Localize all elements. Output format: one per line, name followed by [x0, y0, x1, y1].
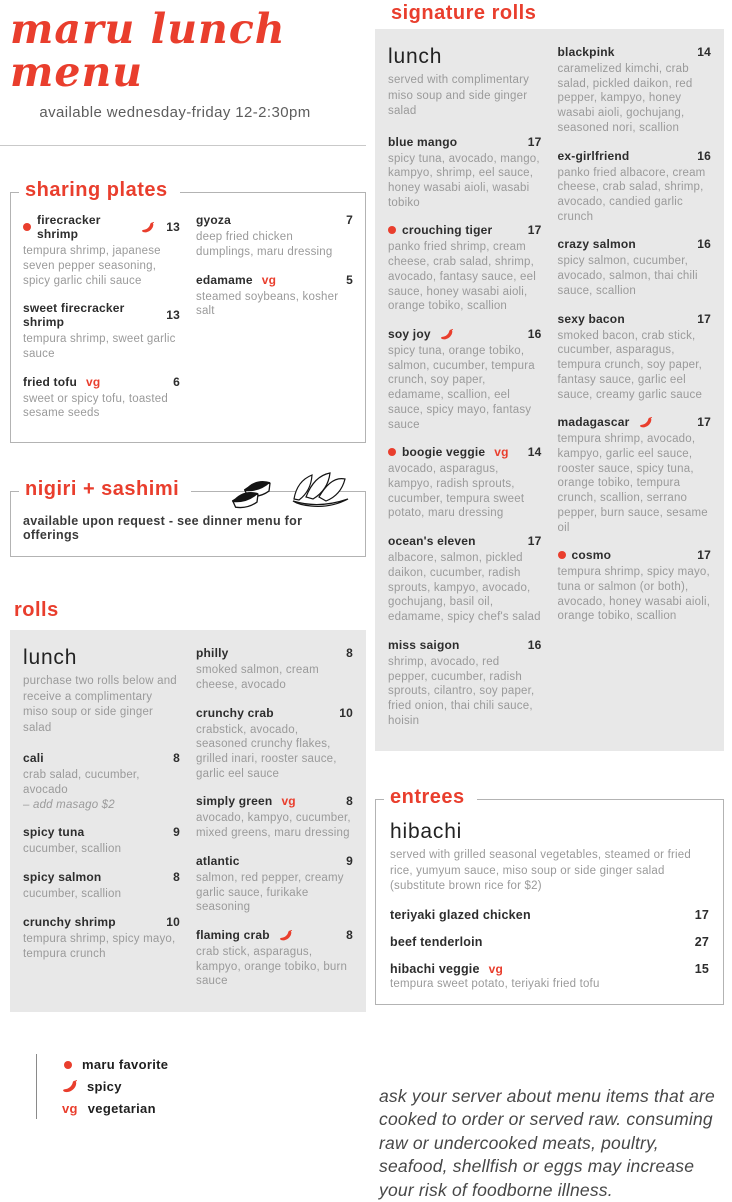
sushi-icons [223, 468, 353, 510]
sharing-plates-col2 [196, 213, 353, 434]
item-description: tempura shrimp, sweet garlic sauce [23, 333, 176, 360]
spicy-pepper-icon [62, 1080, 77, 1093]
menu-item [196, 273, 353, 319]
item-name: crazy salmon [557, 237, 636, 252]
section-entrees [375, 786, 724, 1005]
menu-item [196, 928, 353, 989]
item-price: 16 [527, 637, 542, 652]
menu-item [23, 301, 180, 361]
item-description: tempura shrimp, japanese seven pepper seasoning, spicy garlic chili sauce [23, 245, 161, 287]
signature-col1 [388, 45, 542, 741]
item-price: 17 [697, 311, 711, 326]
item-name: beef tenderloin [390, 934, 483, 949]
sashimi-slices-icon [289, 468, 353, 510]
item-price: 16 [697, 148, 711, 163]
menu-item [388, 445, 542, 521]
item-name: cali [23, 751, 44, 766]
item-description: deep fried chicken dumplings, maru dressing [196, 231, 333, 258]
legend-spicy-label: spicy [87, 1079, 122, 1095]
item-price: 9 [173, 825, 180, 840]
item-name: fried tofu [23, 374, 77, 389]
item-name: spicy tuna [23, 825, 85, 840]
menu-item [23, 870, 180, 902]
item-price: 10 [339, 705, 353, 720]
item-price: 8 [346, 928, 353, 943]
item-description: cucumber, scallion [23, 888, 122, 901]
legend-favorite [64, 1057, 366, 1072]
signature-lunch-heading: lunch [388, 45, 443, 68]
item-name: crunchy crab [196, 705, 274, 720]
item-price: 6 [173, 374, 180, 389]
item-description: crabstick, avocado, seasoned crunchy flakes, grilled inari, rooster sauce, garlic eel sauce [196, 723, 337, 780]
menu-item [23, 825, 180, 857]
item-name: cosmo [571, 548, 612, 563]
item-price: 17 [697, 415, 711, 430]
rolls-col1 [23, 646, 180, 1002]
maru-favorite-dot-icon [23, 223, 31, 231]
menu-item [558, 415, 712, 535]
section-nigiri-sashimi [10, 478, 366, 557]
maru-favorite-dot-icon [388, 448, 396, 456]
item-description: spicy salmon, cucumber, avocado, salmon, thai chili sauce, scallion [557, 255, 698, 297]
item-description: smoked salmon, cream cheese, avocado [196, 664, 319, 691]
item-name: miss saigon [388, 637, 460, 652]
menu-item [196, 794, 353, 840]
vegetarian-badge: vg [494, 445, 509, 460]
item-price: 16 [697, 237, 711, 252]
item-name: sexy bacon [557, 311, 625, 326]
item-description: smoked bacon, crab stick, cucumber, asparagus, tempura crunch, soy paper, fantasy sauce, garlic eel sauce, creamy garlic sauce [557, 329, 703, 401]
item-price: 27 [694, 934, 709, 949]
item-name: atlantic [196, 853, 240, 868]
item-price: 13 [166, 220, 180, 235]
vegetarian-badge: vg [261, 272, 277, 287]
item-price: 13 [166, 308, 180, 323]
hibachi-heading: hibachi [390, 820, 463, 844]
nigiri-availability-note: available upon request - see dinner menu for offerings [23, 514, 303, 543]
menu-item [388, 534, 542, 625]
item-name: madagascar [557, 415, 630, 430]
item-name: soy joy [388, 327, 431, 342]
menu-item [23, 915, 180, 961]
item-description: panko fried albacore, cream cheese, crab salad, shrimp, avocado, candied garlic crunch [557, 166, 706, 223]
spicy-pepper-icon [440, 329, 453, 340]
signature-rolls-columns [388, 45, 711, 741]
availability-subtitle: available wednesday-friday 12-2:30pm [39, 104, 311, 122]
page-title: maru lunch menu [10, 5, 286, 97]
vegetarian-badge: vg [86, 374, 101, 389]
rolls-lunch-heading: lunch [23, 646, 78, 670]
item-name: blackpink [557, 45, 615, 59]
legend-spicy [64, 1079, 366, 1094]
item-description: tempura shrimp, avocado, kampyo, garlic eel sauce, rooster sauce, spicy tuna, orange tobiko, tempura crunch, scallion, serrano pepper, burn sauce, sesame oil [557, 433, 708, 534]
item-price: 5 [346, 272, 353, 287]
item-name: crouching tiger [402, 223, 493, 238]
item-name: simply green [196, 794, 273, 809]
signature-lunch-intro: served with complimentary miso soup and side ginger salad [388, 74, 530, 118]
item-name: ex-girlfriend [557, 148, 630, 163]
legend [36, 1054, 366, 1119]
item-price: 17 [694, 907, 709, 922]
spicy-pepper-icon [141, 222, 154, 233]
maru-favorite-dot-icon [558, 551, 566, 559]
item-name: edamame [196, 272, 253, 287]
legend-vegetarian [64, 1101, 366, 1116]
item-price: 8 [173, 751, 180, 766]
menu-item [390, 962, 709, 990]
item-price: 17 [527, 534, 542, 549]
item-name: ocean's eleven [388, 534, 476, 549]
item-description: caramelized kimchi, crab salad, pickled daikon, red pepper, kampyo, honey wasabi aioli, gochujang, seasoned nori, scallion [557, 63, 693, 134]
menu-item [390, 908, 709, 922]
signature-col2 [558, 45, 712, 741]
menu-item [196, 213, 353, 259]
sharing-plates-col1 [23, 213, 180, 434]
signature-rolls-title: signature rolls [391, 2, 537, 24]
item-name: sweet firecracker shrimp [23, 301, 125, 330]
item-price: 9 [346, 853, 353, 868]
maru-favorite-dot-icon [64, 1061, 72, 1069]
rolls-columns [23, 646, 353, 1002]
item-price: 7 [346, 213, 353, 228]
menu-item [558, 149, 712, 225]
menu-item [558, 548, 712, 624]
item-price: 14 [697, 45, 711, 59]
item-description: albacore, salmon, pickled daikon, cucumber, radish sprouts, kampyo, avocado, gochujang, basil oil, edamame, spicy chef's salad [388, 552, 541, 624]
item-price: 8 [346, 794, 353, 809]
legend-favorite-label: maru favorite [82, 1057, 169, 1073]
nigiri-sashimi-title: nigiri + sashimi [19, 478, 191, 501]
vegetarian-badge: vg [281, 794, 296, 809]
right-column [375, 0, 724, 1202]
item-price: 17 [527, 134, 542, 149]
menu-item [196, 854, 353, 915]
item-price: 15 [694, 961, 709, 976]
menu-item [388, 223, 542, 314]
item-description: shrimp, avocado, red pepper, cucumber, radish sprouts, cilantro, soy paper, fried onion, thai chili sauce, hoisin [388, 655, 535, 727]
item-price: 10 [166, 914, 180, 929]
menu-item [196, 646, 353, 692]
maru-favorite-dot-icon [388, 226, 396, 234]
item-price: 16 [527, 327, 542, 342]
menu-item [196, 706, 353, 782]
raw-food-disclaimer: ask your server about menu items that are cooked to order or served raw. consuming raw or undercooked meats, poultry, seafood, shellfish or eggs may increase your risk of foodborne illness. [379, 1085, 715, 1200]
item-description: avocado, kampyo, cucumber, mixed greens, maru dressing [196, 812, 351, 840]
item-description: spicy tuna, orange tobiko, salmon, cucumber, tempura crunch, soy paper, edamame, scallion, eel sauce, spicy mayo, fantasy sauce [388, 345, 535, 431]
menu-item [388, 135, 542, 211]
item-name: blue mango [388, 134, 458, 149]
item-name: firecracker shrimp [37, 213, 101, 242]
item-description: spicy tuna, avocado, mango, kampyo, shrimp, eel sauce, honey wasabi aioli, wasabi tobiko [388, 152, 540, 209]
item-description: tempura sweet potato, teriyaki fried tofu [390, 977, 600, 990]
item-note: – add masago $2 [23, 798, 115, 811]
entrees-title: entrees [384, 786, 477, 809]
item-name: crunchy shrimp [23, 914, 116, 929]
menu-item [558, 312, 712, 403]
item-description: steamed soybeans, kosher salt [196, 290, 339, 318]
item-description: crab salad, cucumber, avocado [23, 769, 140, 796]
vegetarian-badge: vg [488, 961, 504, 976]
item-name: spicy salmon [23, 870, 102, 885]
menu-item [388, 327, 542, 432]
item-name: flaming crab [196, 928, 270, 943]
item-name: hibachi veggie [390, 961, 480, 976]
section-sharing-plates [10, 179, 366, 443]
rolls-lunch-intro: purchase two rolls below and receive a complimentary miso soup or side ginger salad [23, 675, 177, 734]
menu-item [23, 213, 180, 288]
menu-item [388, 638, 542, 729]
item-name: teriyaki glazed chicken [390, 907, 531, 922]
nigiri-sushi-icon [223, 472, 279, 510]
spicy-pepper-icon [639, 417, 652, 428]
sharing-plates-title: sharing plates [19, 179, 180, 202]
section-rolls [10, 630, 366, 1012]
sharing-plates-columns [23, 213, 353, 434]
legend-vegetarian-label: vegetarian [87, 1101, 156, 1117]
item-description: avocado, asparagus, kampyo, radish sprouts, cucumber, tempura sweet potato, maru dressing [388, 463, 525, 520]
item-name: boogie veggie [402, 445, 486, 460]
item-description: panko fried shrimp, cream cheese, crab salad, shrimp, avocado, fantasy sauce, eel sauce, honey wasabi aioli, orange tobiko, scallion [388, 241, 536, 313]
divider-line [0, 145, 366, 146]
vegetarian-badge: vg [62, 1101, 78, 1117]
item-description: cucumber, scallion [23, 843, 122, 856]
rolls-col2 [196, 646, 353, 1002]
rolls-title: rolls [14, 599, 59, 622]
item-description: salmon, red pepper, creamy garlic sauce, furikake seasoning [196, 871, 344, 914]
menu-item [23, 751, 180, 812]
spicy-pepper-icon [279, 930, 292, 941]
item-price: 14 [527, 445, 542, 460]
menu-item [558, 45, 712, 136]
item-price: 17 [697, 548, 711, 563]
item-description: sweet or spicy tofu, toasted sesame seeds [23, 392, 168, 420]
item-name: philly [196, 646, 229, 661]
item-name: gyoza [196, 213, 232, 228]
item-description: tempura shrimp, spicy mayo, tuna or salmon (or both), avocado, honey wasabi aioli, orange tobiko, scallion [557, 566, 711, 623]
item-description: crab stick, asparagus, kampyo, orange tobiko, burn sauce [196, 946, 348, 988]
menu-item [558, 237, 712, 298]
hibachi-intro: served with grilled seasonal vegetables, steamed or fried rice, yumyum sauce, miso soup or side ginger salad (substitute brown rice for $2) [390, 849, 691, 893]
item-price: 8 [173, 870, 180, 885]
menu-item [23, 375, 180, 421]
section-signature-rolls [375, 29, 724, 751]
item-description: tempura shrimp, spicy mayo, tempura crunch [23, 932, 176, 960]
menu-item [390, 935, 709, 949]
item-price: 8 [346, 646, 353, 661]
item-price: 17 [527, 223, 542, 238]
